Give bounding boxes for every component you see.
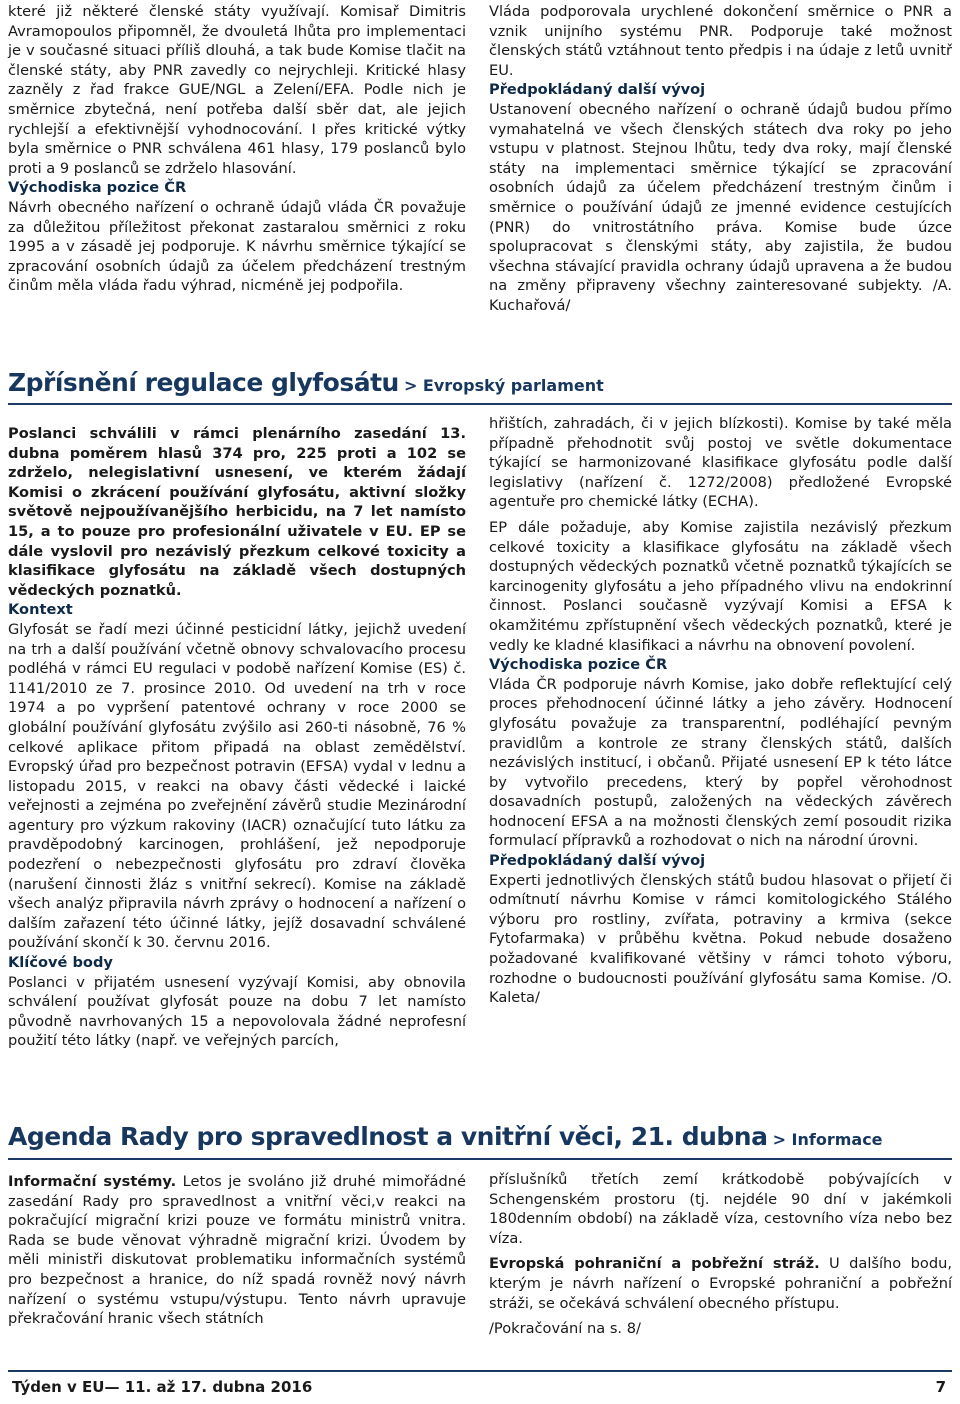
paragraph <box>489 1254 952 1313</box>
paragraph: Poslanci v přijatém usnesení vyzývají Komisi, aby obnovila schválení používat glyfosát pouze na dobu 7 let namísto původně navrhovaných 15 a nepovolovala žádné neprofesní použití této látky (např. ve veřejných parcích, <box>8 973 466 1050</box>
section-heading-glyphosate <box>8 368 604 397</box>
sec3-right-column <box>489 1170 952 1339</box>
paragraph-text: Letos je svoláno již druhé mimořádné zasedání Rady pro spravedlnost a vnitřní věci,v reakci na pokračující migrační krizi pouze ve formátu ministrů vnitra. Rada se bude věnovat výhradně migrační krizi. Úvodem by měli ministři diskutovat problematiku informačních systémů pro bezpečnost a hranice, do níž spadá rovněž nový návrh nařízení o systému vstupu/výstupu. Tento návrh upravuje překračování hranic všech státních <box>8 1173 466 1328</box>
paragraph: Návrh obecného nařízení o ochraně údajů vláda ČR považuje za důležitou příležitost překonat zastaralou směrnici z roku 1995 a v zásadě jej podporuje. K návrhu směrnice týkající se zpracování osobních údajů za účelem předcházení trestným činům měla vláda řadu výhrad, nicméně jej podpořila. <box>8 198 466 295</box>
paragraph-text: U dalšího bodu, kterým je návrh nařízení o Evropské pohraniční a pobřežní stráži, se očekává schválení obecného přístupu. <box>489 1255 952 1312</box>
subheading: Klíčové body <box>8 954 113 972</box>
paragraph <box>8 1172 466 1329</box>
sec3-left-column <box>8 1172 466 1329</box>
paragraph: příslušníků třetích zemí krátkodobě pobývajících v Schengenském prostoru (tj. nejdéle 90 dní v jakémkoli 180denním období) na základě víza, cestovního víza nebo bez víza. <box>489 1171 952 1247</box>
section-divider <box>8 1158 952 1160</box>
paragraph: Experti jednotlivých členských států budou hlasovat o přijetí či odmítnutí návrhu Komise v rámci komitologického Stálého výboru pro rostliny, zvířata, potraviny a krmiva (sekce Fytofarmaka) v průběhu května. Pokud nebude dosaženo požadované kvalifikované většiny v rámci tohoto výboru, rozhodne o budoucnosti používání glyfosátu sama Komise. /O. Kaleta/ <box>489 871 952 1007</box>
subheading: Předpokládaný další vývoj <box>489 852 706 870</box>
paragraph: Ustanovení obecného nařízení o ochraně údajů budou přímo vymahatelná ve všech členských státech dva roky po jeho vstupu v platnost. Stejnou lhůtu, tedy dva roky, mají členské státy na implementaci směrnice týkající se zpracování osobních údajů za účelem předcházení trestným činům i směrnice o používání údajů ze jmenné evidence cestujících (PNR) do vnitrostátního práva. Komise bude úzce spolupracovat s členskými státy, aby zajistila, že budou všechna stávající pravidla ochrany údajů upravena a že budou na změny připraveny všechny zainteresované subjekty. /A. Kuchařová/ <box>489 100 952 314</box>
continuation-note: /Pokračování na s. 8/ <box>489 1320 641 1338</box>
subheading: Kontext <box>8 601 73 619</box>
sec1-left-column <box>8 2 466 296</box>
section-title: Zpřísnění regulace glyfosátu <box>8 368 399 397</box>
paragraph: které již některé členské státy využívají. Komisař Dimitris Avramopoulos připomněl, že dvouletá lhůta pro implementaci je v současné situaci příliš dlouhá, a tak bude Komise tlačit na členské státy, aby PNR zavedly co nejrychleji. Kritické hlasy zazněly z řad frakce GUE/NGL a Zelení/EFA. Podle nich je směrnice zbytečná, není potřeba další sběr dat, ale jejich rychlejší a efektivnější vyhodnocování. I přes kritické výtky byla směrnice o PNR schválena 461 hlasy, 179 poslanců bylo proti a 9 poslanců se zdrželo hlasování. <box>8 3 466 177</box>
section-divider <box>8 403 952 405</box>
lead-text: Informační systémy. <box>8 1173 177 1190</box>
section-title: Agenda Rady pro spravedlnost a vnitřní věci, 21. dubna <box>8 1122 768 1151</box>
lead-text: Evropská pohraniční a pobřežní stráž. <box>489 1255 820 1273</box>
page-footer <box>8 1370 952 1402</box>
subheading: Východiska pozice ČR <box>8 179 187 197</box>
paragraph: Vláda podporovala urychlené dokončení směrnice o PNR a vznik unijního systému PNR. Podporuje také možnost členských států vztáhnout tento předpis i na údaje z letů uvnitř EU. <box>489 3 952 79</box>
footer-title: Týden v EU— 11. až 17. dubna 2016 <box>12 1378 313 1396</box>
sec2-left-column <box>8 424 466 1051</box>
lead-paragraph: Poslanci schválili v rámci plenárního zasedání 13. dubna poměrem hlasů 374 pro, 225 proti a 102 se zdrželo, nelegislativní usnesení, ve kterém žádají Komisi o zkrácení používání glyfosátu, aktivní složky světově nejpoužívanějšího herbicidu, na 7 let namísto 15, a to pouze pro profesionální uživatele v EU. EP se dále vyslovil pro nezávislý přezkum celkové toxicity a klasifikace glyfosátu na základě všech dostupných vědeckých poznatků. <box>8 425 466 599</box>
paragraph: Vláda ČR podporuje návrh Komise, jako dobře reflektující celý proces přehodnocení účinné látky a jeho závěry. Hodnocení glyfosátu považuje za transparentní, podléhající pevným pravidlům a kontrole ze strany členských států, dalších nezávislých institucí, i občanů. Přijaté usnesení EP k této látce by vytvořilo precedens, který by popřel věrohodnost dosavadních postupů, založených na vědeckých závěrech hodnocení EFSA a na možnosti členských zemí posoudit rizika formulací přípravků a rozhodovat o nich na národní úrovni. <box>489 675 952 850</box>
paragraph: EP dále požaduje, aby Komise zajistila nezávislý přezkum celkové toxicity a klasifikace glyfosátu na základě všech dostupných vědeckých poznatků včetně poznatků týkajících se karcinogenity glyfosátu a jeho případného vlivu na endokrinní činnost. Poslanci současně vyzývají Komisi a EFSA k okamžitému zpřístupnění všech vědeckých poznatků, které je vedly ke kladné klasifikaci a návrhu na obnovení povolení. <box>489 518 952 654</box>
sec1-right-column <box>489 2 952 316</box>
sec2-right-column <box>489 414 952 1008</box>
section-subtitle: > Evropský parlament <box>403 376 604 395</box>
subheading: Východiska pozice ČR <box>489 656 668 674</box>
section-heading-agenda <box>8 1122 883 1151</box>
subheading: Předpokládaný další vývoj <box>489 81 706 99</box>
section-subtitle: > Informace <box>772 1130 883 1149</box>
paragraph: hřištích, zahradách, či v jejich blízkosti). Komise by také měla případně přehodnotit svůj postoj ve světle dokumentace týkající se harmonizované klasifikace glyfosátu podle další legislativy (nařízení č. 1272/2008) předložené Evropské agentuře pro chemické látky (ECHA). <box>489 415 952 511</box>
page-number: 7 <box>935 1378 946 1396</box>
paragraph: Glyfosát se řadí mezi účinné pesticidní látky, jejichž uvedení na trh a další používání včetně obnovy schvalovacího procesu podléhá v rámci EU regulaci v podobě nařízení Komise (ES) č. 1141/2010 ze 7. prosince 2010. Od uvedení na trh v roce 1974 a po vypršení patentové ochrany v roce 2000 se globální používání glyfosátu zvýšilo asi 260-ti násobně, 76 % celkové aplikace přitom připadá na oblast zemědělství. Evropský úřad pro bezpečnost potravin (EFSA) vydal v lednu a listopadu 2015, v reakci na obavy části vědecké i laické veřejnosti a zejména po zveřejnění závěrů studie Mezinárodní agentury pro výzkum rakoviny (IACR) označující tuto látku za pravděpodobný karcinogen, prohlášení, jež nepodporuje podezření o nebezpečnosti glyfosátu pro zdraví člověka (narušení činnosti žláz s vnitřní sekrecí). Komise na základě všech analýz připravila návrh zprávy o hodnocení a nařízení o dalším zařazení této účinné látky, jejíž dosavadní schválené používání skončí k 30. červnu 2016. <box>8 620 466 952</box>
